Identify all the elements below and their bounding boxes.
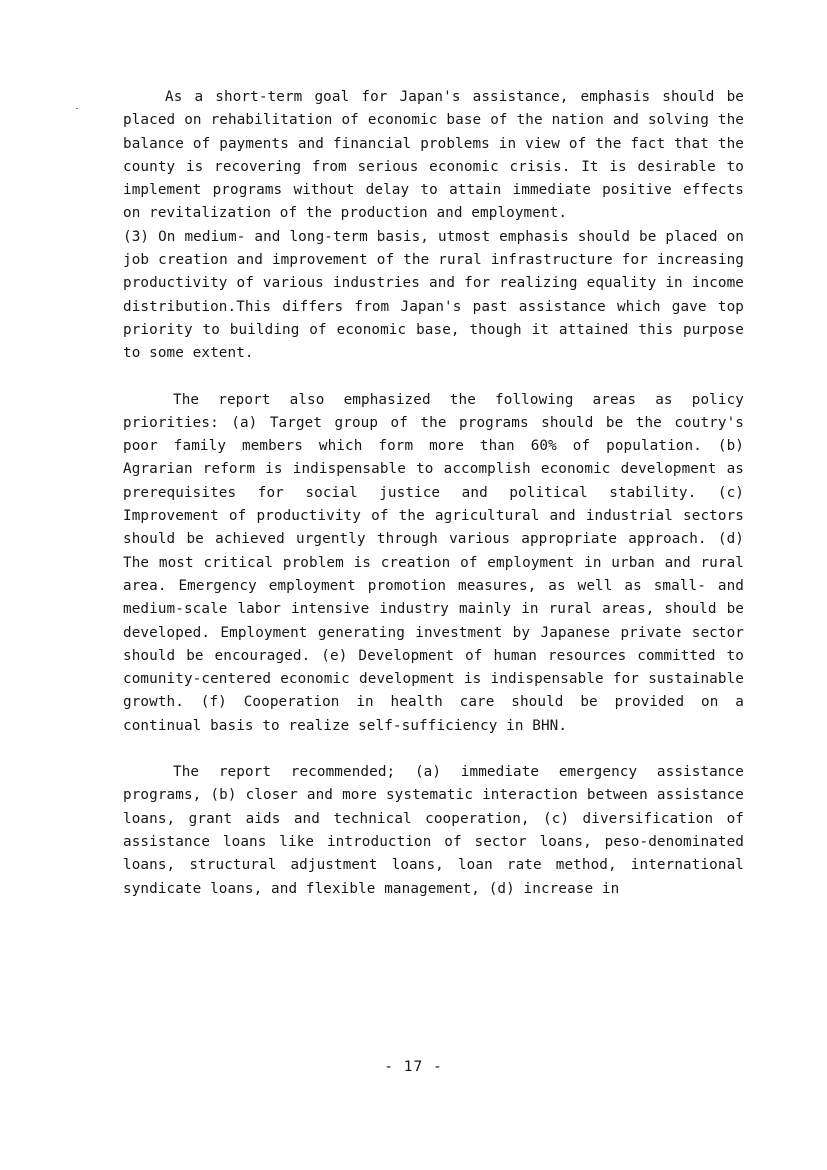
body-text (123, 86, 744, 901)
paragraph-gap (123, 738, 744, 761)
scan-speck (76, 108, 78, 109)
page-number: - 17 - (384, 1059, 443, 1075)
paragraph-short-term-goal: As a short-term goal for Japan's assistance, emphasis should be placed on rehabilitation of economic base of the nation and solving the balance of payments and financial problems in view of the fact that the county is recovering from serious economic crisis. It is desirable to implement programs without delay to attain immediate positive effects on revitalization of the production and employment. (123, 89, 744, 222)
paragraph-recommendations: The report recommended; (a) immediate emergency assistance programs, (b) closer and more systematic interaction between assistance loans, grant aids and technical cooperation, (c) diversification of assistance loans like introduction of sector loans, peso-denominated loans, structural adjustment loans, loan rate method, international syndicate loans, and flexible management, (d) increase in (123, 764, 744, 897)
paragraph-policy-priorities: The report also emphasized the following areas as policy priorities: (a) Target group of the programs should be the coutry's poor family members which form more than 60% of population. (b) Agrarian reform is indispensable to accomplish economic development as prerequisites for social justice and political stability. (c) Improvement of productivity of the agricultural and industrial sectors should be achieved urgently through various appropriate approach. (d) The most critical problem is creation of employment in urban and rural area. Emergency employment promotion measures, as well as small- and medium-scale labor intensive industry mainly in rural areas, should be developed. Employment generating investment by Japanese private sector should be encouraged. (e) Development of human resources committed to comunity-centered economic development is indispensable for sustainable growth. (f) Cooperation in health care should be provided on a continual basis to realize self-sufficiency in BHN. (123, 391, 744, 734)
paragraph-gap (123, 366, 744, 389)
paragraph-medium-long-term: (3) On medium- and long-term basis, utmost emphasis should be placed on job creation and improvement of the rural infrastructure for increasing productivity of various industries and for realizing equality in income distribution.This differs from Japan's past assistance which gave top priority to building of economic base, though it attained this purpose to some extent. (123, 228, 744, 362)
